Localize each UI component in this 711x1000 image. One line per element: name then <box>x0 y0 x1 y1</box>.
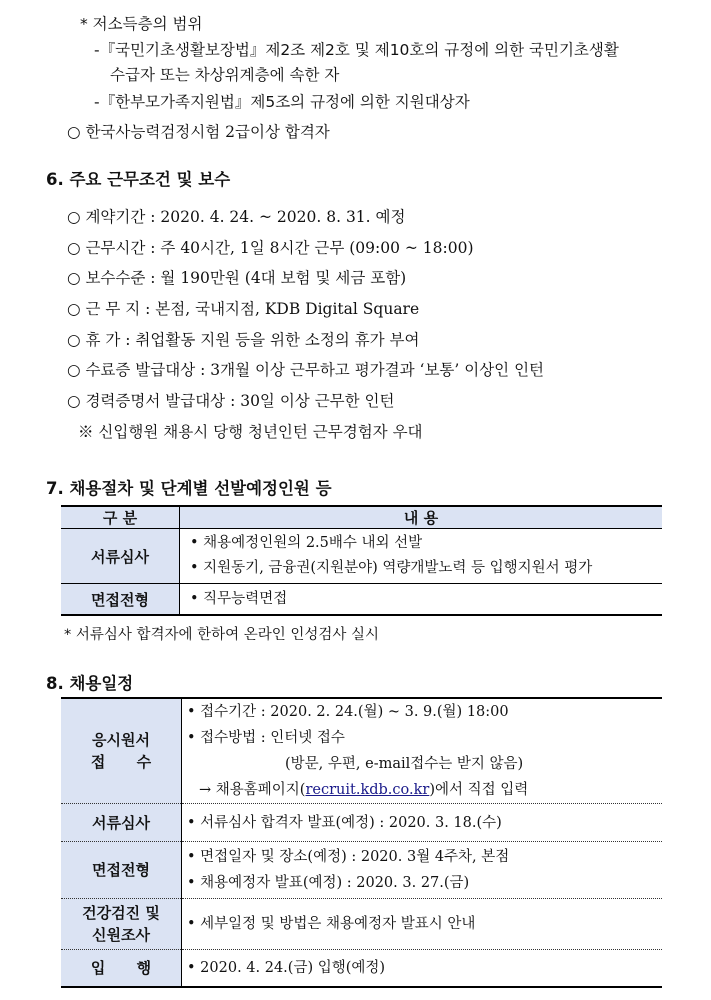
preference-note: ※ 신입행원 채용시 당행 청년인턴 근무경험자 우대 <box>78 423 423 441</box>
stage-label-line2: 접 수 <box>90 753 152 771</box>
stage-content <box>180 529 663 584</box>
table-row <box>61 804 662 842</box>
stage-health-check <box>61 899 182 950</box>
stage-content <box>182 842 663 899</box>
table-header-row <box>61 506 662 529</box>
content-line: • 면접일자 및 장소(예정) : 2020. 3월 4주차, 본점 <box>187 849 510 865</box>
stage-content <box>182 698 663 804</box>
history-cert-requirement: ○ 한국사능력검정시험 2급이상 합격자 <box>67 123 330 141</box>
table-row <box>61 899 662 950</box>
stage-onboarding: 입 행 <box>61 950 182 988</box>
selection-process-table <box>61 505 662 616</box>
vacation: ○ 휴 가 : 취업활동 지원 등을 위한 소정의 휴가 부여 <box>67 331 420 349</box>
content-line <box>187 777 662 803</box>
content-line: (방문, 우편, e-mail접수는 받지 않음) <box>285 756 524 772</box>
career-certificate-eligibility: ○ 경력증명서 발급대상 : 30일 이상 근무한 인턴 <box>67 392 395 410</box>
work-hours: ○ 근무시간 : 주 40시간, 1일 8시간 근무 (09:00 ~ 18:00) <box>67 239 474 257</box>
stage-content <box>182 804 663 842</box>
stage-application <box>61 698 182 804</box>
table-row <box>61 529 662 584</box>
stage-label-line2: 신원조사 <box>92 926 150 944</box>
section6-heading: 6. 주요 근무조건 및 보수 <box>46 170 231 189</box>
work-location: ○ 근 무 지 : 본점, 국내지점, KDB Digital Square <box>67 300 420 318</box>
stage-label-line1: 응시원서 <box>92 731 150 749</box>
recruitment-schedule-table <box>61 697 662 988</box>
certificate-eligibility: ○ 수료증 발급대상 : 3개월 이상 근무하고 평가결과 ‘보통’ 이상인 인턴 <box>67 361 545 379</box>
low-income-item1-line2: 수급자 또는 차상위계층에 속한 자 <box>110 66 340 84</box>
content-line: • 직무능력면접 <box>190 590 288 607</box>
stage-document-review: 서류심사 <box>61 804 182 842</box>
link-prefix: → 채용홈페이지( <box>199 782 306 798</box>
section7-footnote: * 서류심사 합격자에 한하여 온라인 인성검사 실시 <box>64 627 380 643</box>
recruit-site-link[interactable]: recruit.kdb.co.kr <box>305 782 430 798</box>
stage-content <box>180 584 663 616</box>
link-suffix: )에서 직접 입력 <box>429 782 529 798</box>
content-line: • 접수방법 : 인터넷 접수 <box>187 730 345 746</box>
content-line: • 지원동기, 금융권(지원분야) 역량개발노력 등 입행지원서 평가 <box>190 560 593 576</box>
content-line: • 채용예정인원의 2.5배수 내외 선발 <box>190 535 423 551</box>
column-header-content: 내 용 <box>180 506 663 529</box>
table-row <box>61 698 662 804</box>
table-row <box>61 842 662 899</box>
low-income-title: * 저소득층의 범위 <box>80 15 203 33</box>
stage-label-line1: 건강검진 및 <box>82 904 160 922</box>
section7-heading: 7. 채용절차 및 단계별 선발예정인원 등 <box>46 479 332 498</box>
content-line: • 채용예정자 발표(예정) : 2020. 3. 27.(금) <box>187 875 470 891</box>
table-row <box>61 584 662 616</box>
stage-content <box>182 950 663 988</box>
low-income-item2: -『한부모가족지원법』제5조의 규정에 의한 지원대상자 <box>94 93 470 111</box>
stage-interview: 면접전형 <box>61 842 182 899</box>
stage-content <box>182 899 663 950</box>
stage-interview: 면접전형 <box>61 584 180 616</box>
contract-period: ○ 계약기간 : 2020. 4. 24. ~ 2020. 8. 31. 예정 <box>67 208 406 226</box>
table-row <box>61 950 662 988</box>
content-line: • 서류심사 합격자 발표(예정) : 2020. 3. 18.(수) <box>187 814 502 831</box>
salary: ○ 보수수준 : 월 190만원 (4대 보험 및 세금 포함) <box>67 269 407 287</box>
column-header-category: 구 분 <box>61 506 180 529</box>
content-line: • 세부일정 및 방법은 채용예정자 발표시 안내 <box>187 916 476 932</box>
content-line: • 접수기간 : 2020. 2. 24.(월) ~ 3. 9.(월) 18:00 <box>187 704 509 720</box>
low-income-item1-line1: -『국민기초생활보장법』제2조 제2호 및 제10호의 규정에 의한 국민기초생활 <box>94 41 619 59</box>
stage-document-review: 서류심사 <box>61 529 180 584</box>
content-line: • 2020. 4. 24.(금) 입행(예정) <box>187 960 386 976</box>
section8-heading: 8. 채용일정 <box>46 674 134 693</box>
